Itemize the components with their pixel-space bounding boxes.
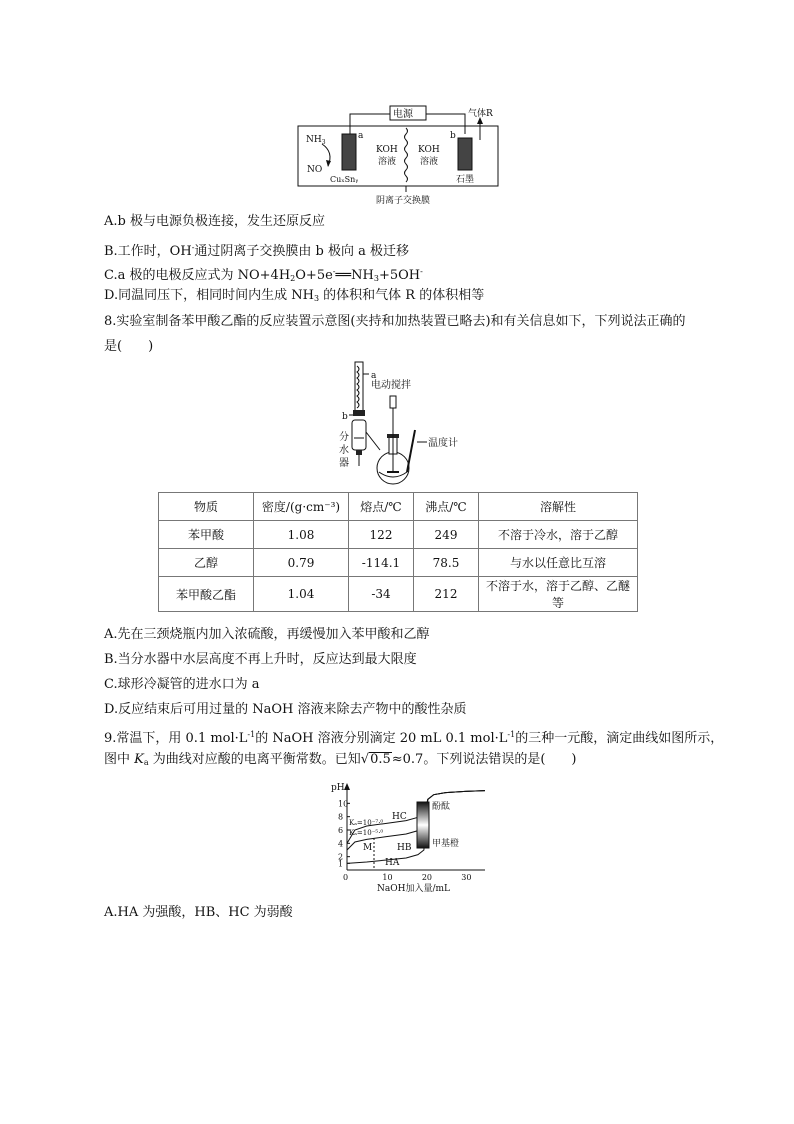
methyl-orange-label: 甲基橙 <box>432 839 460 849</box>
cell-density: 1.08 <box>254 521 349 549</box>
y-tick-label: 6 <box>338 826 344 835</box>
cell-substance: 苯甲酸 <box>159 521 254 549</box>
table-row <box>159 577 638 612</box>
x-tick-label: 0 <box>343 873 349 882</box>
apparatus-figure <box>335 360 465 488</box>
cusn-label: CuₓSnᵧ <box>330 175 359 184</box>
electrode-b-label: b <box>450 131 456 141</box>
cell-solubility: 与水以任意比互溶 <box>479 549 638 577</box>
graphite-label: 石墨 <box>456 175 475 185</box>
stirrer-label: 电动搅拌 <box>371 380 411 391</box>
electrode-a <box>342 134 356 170</box>
header-substance: 物质 <box>159 493 254 521</box>
q8-option-c: C.球形冷凝管的进水口为 a <box>104 677 260 692</box>
cell-solubility: 不溶于水，溶于乙醇、乙醚等 <box>479 577 638 612</box>
cell-boiling: 212 <box>414 577 479 612</box>
koh-right: KOH <box>418 145 440 155</box>
y-tick-label: 10 <box>338 799 349 809</box>
q7-option-c: C.a 极的电极反应式为 $NO+4H_2O+5e^-══NH_3+5OH^-$ <box>104 267 423 283</box>
q9-stem-line2: 图中 $K_a$ 为曲线对应酸的电离平衡常数。已知√0.5≈0.7。下列说法错误的是( ) <box>104 752 577 767</box>
sol-right: 溶液 <box>420 157 439 167</box>
electrode-b <box>458 138 472 170</box>
ka-hc-label: Kₐ=10⁻⁷·⁰ <box>349 819 384 827</box>
m-label: M <box>363 843 373 853</box>
thermometer-label: 温度计 <box>428 438 458 449</box>
cell-solubility: 不溶于冷水，溶于乙醇 <box>479 521 638 549</box>
q8-option-a: A.先在三颈烧瓶内加入浓硫酸，再缓慢加入苯甲酸和乙醇 <box>104 627 430 642</box>
phenolphthalein-label: 酚酞 <box>432 802 451 812</box>
cell-density: 0.79 <box>254 549 349 577</box>
titration-chart <box>325 778 495 896</box>
q7-option-d: D.同温同压下，相同时间内生成 $NH_3$ 的体积和气体 R 的体积相等 <box>104 288 485 303</box>
inlet-a-label: a <box>371 371 377 381</box>
gas-r-label: 气体R <box>468 109 493 119</box>
x-axis-label: NaOH加入量/mL <box>377 884 451 894</box>
cell-substance: 苯甲酸乙酯 <box>159 577 254 612</box>
hc-label: HC <box>392 812 407 822</box>
table-row <box>159 521 638 549</box>
membrane-label: 阴离子交换膜 <box>376 196 431 206</box>
cell-melting: 122 <box>349 521 414 549</box>
cell-boiling: 78.5 <box>414 549 479 577</box>
table-row <box>159 549 638 577</box>
sol-left: 溶液 <box>378 157 397 167</box>
cell-density: 1.04 <box>254 577 349 612</box>
y-tick-label: 4 <box>338 839 344 849</box>
cell-melting: -34 <box>349 577 414 612</box>
table-header-row <box>159 493 638 521</box>
header-solubility: 溶解性 <box>479 493 638 521</box>
x-tick-label: 30 <box>461 873 472 882</box>
y-tick-label: 2 <box>338 852 344 862</box>
indicator-bar <box>417 802 429 848</box>
q7-option-a: A.b 极与电源负极连接，发生还原反应 <box>104 214 325 229</box>
q9-option-a: A.HA 为强酸，HB、HC 为弱酸 <box>104 905 293 920</box>
separator-label-3: 器 <box>339 458 349 469</box>
q8-stem-line2: 是( ) <box>104 339 154 354</box>
q9-stem-line1: 9.常温下，用 0.1 $mol\cdot L^{-1}$的 NaOH 溶液分别滴定 20 mL 0.1 $mol\cdot L^{-1}$的三种一元酸，滴定曲线如图所示， <box>104 730 724 746</box>
hb-label: HB <box>397 843 412 853</box>
q8-option-d: D.反应结束后可用过量的 NaOH 溶液来除去产物中的酸性杂质 <box>104 702 467 717</box>
separator-label-1: 分 <box>339 432 349 443</box>
nh3-label: $NH_3$ <box>306 135 326 146</box>
ka-hb-label: Kₐ=10⁻⁵·⁰ <box>349 829 384 837</box>
electrode-a-label: a <box>358 131 364 141</box>
power-label: 电源 <box>393 109 413 120</box>
cell-melting: -114.1 <box>349 549 414 577</box>
inlet-b-label: b <box>342 412 348 422</box>
q7-option-b: B.工作时，OH-通过阴离子交换膜由 b 极向 a 极迁移 <box>104 243 409 259</box>
q8-option-b: B.当分水器中水层高度不再上升时，反应达到最大限度 <box>104 652 417 667</box>
q8-stem-line1: 8.实验室制备苯甲酸乙酯的反应装置示意图(夹持和加热装置已略去)和有关信息如下，下列说法正确的 <box>104 314 686 329</box>
y-axis-label: pH <box>331 783 345 793</box>
cell-boiling: 249 <box>414 521 479 549</box>
no-label: NO <box>307 165 323 175</box>
cell-substance: 乙醇 <box>159 549 254 577</box>
ha-label: HA <box>385 858 400 868</box>
x-tick-label: 10 <box>382 873 393 882</box>
separator-label-2: 水 <box>339 445 349 456</box>
header-density: 密度/(g·cm⁻³) <box>254 493 349 521</box>
header-melting: 熔点/℃ <box>349 493 414 521</box>
y-tick-label: 1 <box>338 859 344 869</box>
y-tick-label: 8 <box>338 812 344 822</box>
koh-left: KOH <box>376 145 398 155</box>
properties-table <box>158 492 638 612</box>
x-tick-label: 20 <box>421 873 433 882</box>
electrolysis-figure <box>290 100 520 208</box>
header-boiling: 沸点/℃ <box>414 493 479 521</box>
membrane-line <box>405 128 408 182</box>
